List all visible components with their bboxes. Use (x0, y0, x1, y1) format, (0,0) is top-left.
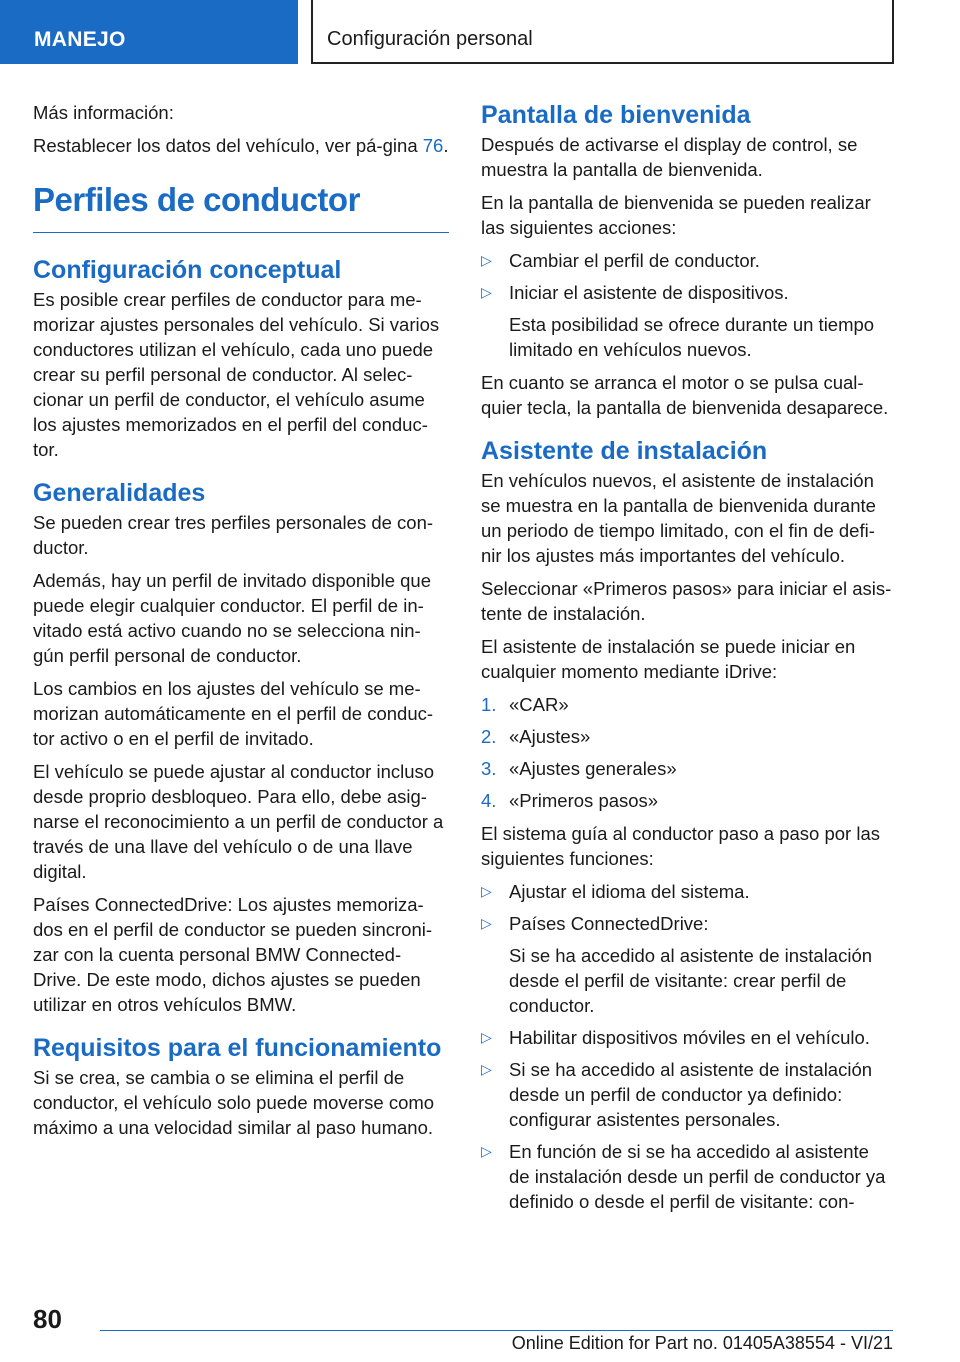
concept-heading: Configuración conceptual (33, 256, 342, 284)
welcome-paragraph-2: En la pantalla de bienvenida se pueden realizar las siguientes acciones: (481, 192, 871, 238)
header-section-label: MANEJO (34, 28, 126, 51)
step-number: 4. (481, 790, 497, 811)
list-item-text: Iniciar el asistente de dispositivos. (509, 282, 789, 303)
list-item-text: Si se ha accedido al asistente de instalación desde un perfil de conductor ya definido: configurar asistentes personales. (509, 1059, 873, 1130)
requirements-heading: Requisitos para el funcionamiento (33, 1034, 442, 1062)
list-item (481, 1025, 893, 1050)
list-item (481, 879, 893, 904)
general-paragraph-5: Países ConnectedDrive: Los ajustes memoriza-dos en el perfil de conductor se pueden sincroni-zar con la cuenta personal BMW Connected-Drive. De este modo, dichos ajustes se pueden utilizar en otros vehículos BMW. (33, 894, 433, 1015)
concept-paragraph: Es posible crear perfiles de conductor para me-morizar ajustes personales del vehículo. Si varios conductores utilizan el vehículo, cada uno puede crear su perfil personal de conductor. Al selec-cionar un perfil de conductor, el vehículo asume los ajustes memorizados en el perfil del conduc-tor. (33, 289, 440, 460)
step-number: 3. (481, 758, 497, 779)
setup-steps-list (481, 692, 893, 813)
more-info-paragraph: Restablecer los datos del vehículo, ver pá-gina 76. (33, 135, 449, 156)
triangle-bullet-icon: ▷ (481, 915, 492, 931)
header-section-tab (0, 0, 298, 64)
header-chapter-box (311, 0, 894, 64)
list-item-note: Esta posibilidad se ofrece durante un tiempo limitado en vehículos nuevos. (509, 314, 875, 360)
more-info-text: Restablecer los datos del vehículo, ver pá-gina (33, 135, 418, 156)
list-item (481, 788, 893, 813)
setup-paragraph-1: En vehículos nuevos, el asistente de instalación se muestra en la pantalla de bienvenida durante un periodo de tiempo limitado, con el fin de defi-nir los ajustes más importantes del vehículo. (481, 470, 876, 566)
setup-functions-list (481, 879, 893, 1214)
list-item-text: En función de si se ha accedido al asistente de instalación desde un perfil de conductor ya definido o desde el perfil de visitante: con- (509, 1141, 886, 1212)
triangle-bullet-icon: ▷ (481, 1143, 492, 1159)
list-item (481, 692, 893, 717)
step-text: «CAR» (509, 694, 569, 715)
page-reference-link[interactable]: 76 (422, 135, 444, 156)
list-item (481, 248, 893, 273)
general-paragraph-2: Además, hay un perfil de invitado disponible que puede elegir cualquier conductor. El perfil de in-vitado está activo cuando no se selecciona nin-gún perfil personal de conductor. (33, 570, 432, 666)
list-item-text: Habilitar dispositivos móviles en el vehículo. (509, 1027, 870, 1048)
welcome-heading: Pantalla de bienvenida (481, 101, 751, 129)
list-item (481, 280, 893, 362)
more-info-label: Más información: (33, 102, 174, 123)
right-column (481, 100, 893, 1222)
triangle-bullet-icon: ▷ (481, 252, 492, 268)
welcome-actions-list (481, 248, 893, 362)
triangle-bullet-icon: ▷ (481, 1029, 492, 1045)
triangle-bullet-icon: ▷ (481, 883, 492, 899)
page-number: 80 (33, 1304, 62, 1334)
setup-paragraph-4: El sistema guía al conductor paso a paso por las siguientes funciones: (481, 823, 881, 869)
step-text: «Ajustes» (509, 726, 591, 747)
list-item-text: Países ConnectedDrive: (509, 913, 709, 934)
list-item (481, 911, 893, 1018)
page-title: Perfiles de conductor (33, 181, 360, 218)
header-chapter-label: Configuración personal (327, 28, 533, 50)
step-text: «Ajustes generales» (509, 758, 677, 779)
list-item (481, 724, 893, 749)
welcome-paragraph-1: Después de activarse el display de control, se muestra la pantalla de bienvenida. (481, 134, 858, 180)
step-number: 1. (481, 694, 497, 715)
general-paragraph-3: Los cambios en los ajustes del vehículo se me-morizan automáticamente en el perfil de conduc-tor activo o en el perfil de invitado. (33, 678, 434, 749)
list-item (481, 756, 893, 781)
footer-divider (100, 1330, 893, 1331)
list-item (481, 1139, 893, 1214)
title-divider (33, 232, 449, 233)
triangle-bullet-icon: ▷ (481, 1061, 492, 1077)
welcome-paragraph-3: En cuanto se arranca el motor o se pulsa cual-quier tecla, la pantalla de bienvenida desaparece. (481, 372, 889, 418)
general-paragraph-1: Se pueden crear tres perfiles personales de con-ductor. (33, 512, 434, 558)
left-column (33, 100, 449, 1148)
general-heading: Generalidades (33, 479, 206, 507)
list-item-note: Si se ha accedido al asistente de instalación desde el perfil de visitante: crear perfil de conductor. (509, 945, 873, 1016)
step-text: «Primeros pasos» (509, 790, 659, 811)
footer-edition: Online Edition for Part no. 01405A38554 - VI/21 (511, 1333, 893, 1353)
list-item-text: Ajustar el idioma del sistema. (509, 881, 750, 902)
setup-heading: Asistente de instalación (481, 437, 768, 465)
setup-paragraph-3: El asistente de instalación se puede iniciar en cualquier momento mediante iDrive: (481, 636, 856, 682)
setup-paragraph-2: Seleccionar «Primeros pasos» para iniciar el asis-tente de instalación. (481, 578, 892, 624)
list-item (481, 1057, 893, 1132)
list-item-text: Cambiar el perfil de conductor. (509, 250, 760, 271)
general-paragraph-4: El vehículo se puede ajustar al conductor incluso desde proprio desbloqueo. Para ello, debe asig-narse el reconocimiento a un perfil de conductor a través de una llave del vehículo o de una llave digital. (33, 761, 444, 882)
triangle-bullet-icon: ▷ (481, 284, 492, 300)
step-number: 2. (481, 726, 497, 747)
requirements-paragraph: Si se crea, se cambia o se elimina el perfil de conductor, el vehículo solo puede moverse como máximo a una velocidad similar al paso humano. (33, 1067, 435, 1138)
